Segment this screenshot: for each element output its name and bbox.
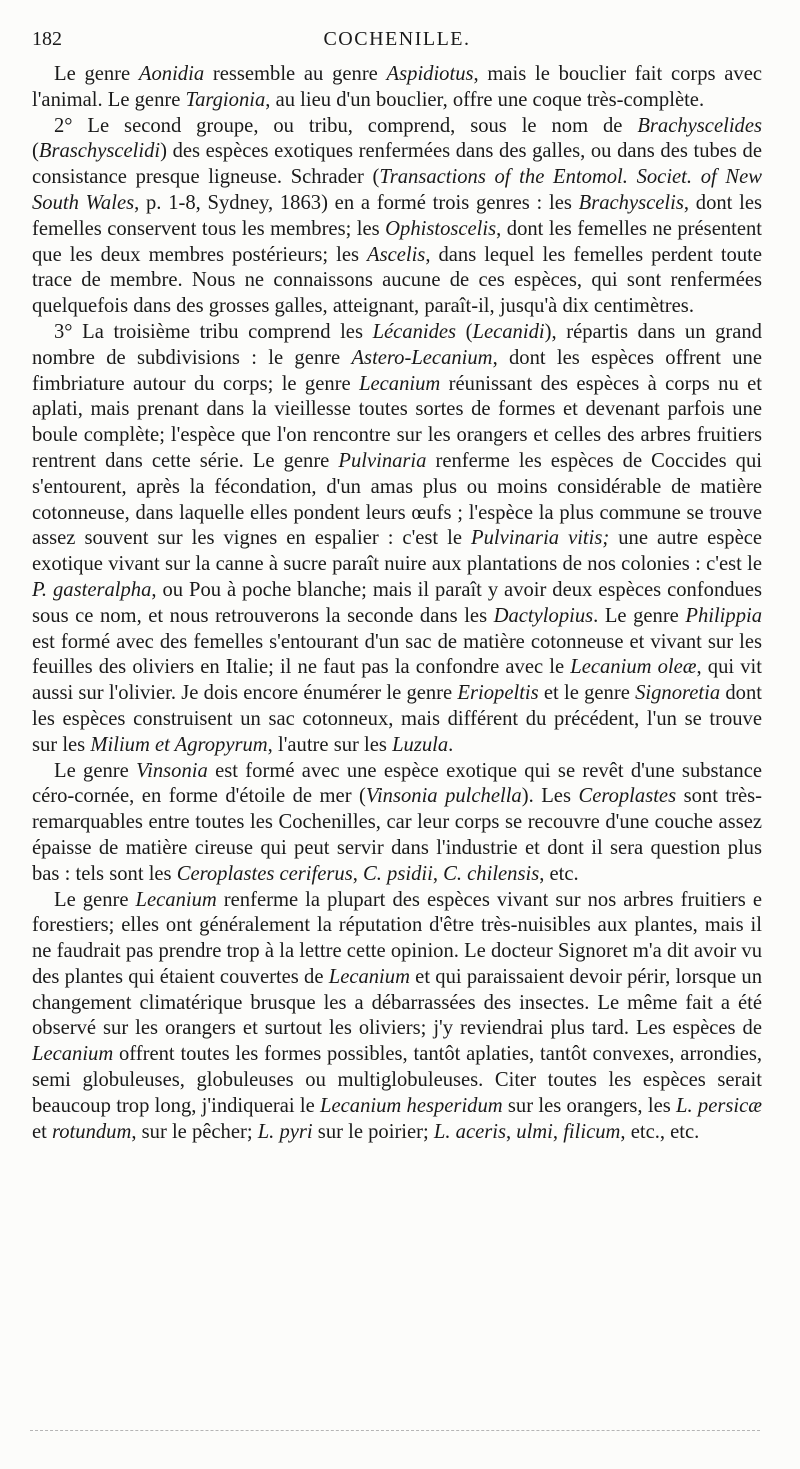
body-text: renferme les espèces de Coccides qui s'entourent, après la fécondation, d'un amas plus ou moins considérable de matière cotonneuse, dans laquelle elles pondent leurs œufs ; l'espèce la plus commune se trouve assez souvent sur les vignes en espalier : c'est le bbox=[32, 449, 762, 550]
body-text: offrent toutes les formes possibles, tantôt aplaties, tantôt convexes, arrondies, semi globuleuses, globuleuses ou multiglobuleuses. Citer toutes les espèces serait beaucoup trop long, j'indiquerai le bbox=[32, 1043, 762, 1117]
body-text: , etc. bbox=[539, 862, 579, 885]
italic-text: Vinsonia pulchella bbox=[365, 785, 522, 808]
italic-text: Lecanium oleæ bbox=[570, 656, 697, 679]
italic-text: Lecanium bbox=[32, 1043, 114, 1066]
body-text: , dans lequel les femelles perdent toute trace de membre. Nous ne connaissons aucune de ces espèces, qui sont renfermées quelquefois dans des grosses galles, atteignant, paraît-il, jusqu'à dix centimètres. bbox=[32, 243, 762, 318]
body-text: une autre espèce exotique vivant sur la canne à sucre paraît nuire aux plantations de nos colonies : c'est le bbox=[32, 527, 762, 576]
italic-text: Pulvinaria bbox=[338, 449, 427, 472]
body-text: et qui paraissaient devoir périr, lorsque un changement climatérique brusque les a débarrassées des insectes. Le même fait a été observé sur les orangers et surtout les oliviers; j'y reviendrai plus tard. Les espèces de bbox=[32, 965, 763, 1040]
body-text: réunissant des espèces à corps nu et aplati, mais prenant dans la vieillesse toutes sortes de formes et devenant parfois une boule complète; l'espèce que l'on rencontre sur les orangers et celles des arbres fruitiers rentrent dans cette série. Le genre bbox=[32, 372, 762, 472]
italic-text: Lecanium bbox=[328, 965, 410, 988]
body-text: sur le poirier; bbox=[312, 1120, 434, 1143]
italic-text: Ophistoscelis bbox=[385, 217, 497, 240]
body-text: , bbox=[505, 1120, 517, 1143]
italic-text: Lecanidi bbox=[472, 320, 545, 343]
italic-text: C. chilensis bbox=[443, 862, 540, 885]
italic-text: Lecanium hesperidum bbox=[320, 1094, 503, 1117]
body-text: , etc., etc. bbox=[620, 1120, 700, 1143]
italic-text: Aonidia bbox=[138, 63, 205, 85]
page-number: 182 bbox=[32, 28, 62, 50]
running-title: COCHENILLE. bbox=[323, 28, 471, 50]
italic-text: Eriopeltis bbox=[457, 682, 539, 705]
italic-text: L. aceris bbox=[433, 1120, 506, 1143]
body-text: ressemble au genre bbox=[204, 63, 387, 85]
body-text: , bbox=[552, 1120, 564, 1143]
body-text: , bbox=[432, 862, 444, 885]
body-text: . bbox=[448, 733, 454, 756]
italic-text: Vinsonia bbox=[136, 759, 208, 782]
body-text: et le genre bbox=[538, 682, 636, 705]
body-text: ( bbox=[456, 320, 473, 343]
paragraph bbox=[32, 114, 762, 320]
italic-text: Braschyscelidi bbox=[38, 140, 161, 163]
italic-text: Aspidiotus bbox=[386, 63, 474, 85]
footer-rule bbox=[30, 1430, 760, 1431]
italic-text: Lecanium bbox=[135, 888, 217, 911]
body-text: , l'autre sur les bbox=[267, 733, 393, 756]
body-text: est formé avec des femelles s'entourant d'un sac de matière cotonneuse et vivant sur les feuilles des oliviers en Italie; il ne faut pas la confondre avec le bbox=[32, 630, 762, 679]
body-text: est formé avec une espèce exotique qui se revêt d'une substance céro-cornée, en forme d'étoile de mer ( bbox=[32, 759, 762, 808]
body-text: dont les espèces construisent un sac cotonneux, mais différent du précédent, l'un se trouve sur les bbox=[32, 682, 762, 756]
italic-text: Brachyscelis bbox=[578, 191, 684, 214]
italic-text: Signoretia bbox=[635, 682, 721, 705]
italic-text: Luzula bbox=[392, 733, 449, 756]
italic-text: Milium et Agropyrum bbox=[90, 733, 268, 756]
body-text: Le genre bbox=[54, 888, 136, 911]
body-text: , p. 1-8, Sydney, 1863) en a formé trois genres : les bbox=[134, 191, 579, 214]
body-text: sur les orangers, les bbox=[502, 1094, 677, 1117]
paragraph bbox=[32, 62, 762, 114]
paragraph bbox=[32, 320, 762, 759]
body-text: ( bbox=[32, 140, 39, 163]
italic-text: Ascelis bbox=[366, 243, 426, 266]
body-text: , dont les femelles ne présentent que les deux membres postérieurs; les bbox=[32, 217, 763, 266]
page-header bbox=[32, 28, 762, 58]
paragraph bbox=[32, 759, 762, 888]
body-text: 2° Le second groupe, ou tribu, comprend, sous le nom de bbox=[54, 114, 638, 137]
italic-text: Targionia bbox=[185, 88, 266, 111]
body-text: sont très-remarquables entre toutes les Cochenilles, car leur corps se recouvre d'une couche assez épaisse de matière cireuse qui peut servir dans l'industrie et dont il sera question plus bas : tels sont les bbox=[32, 785, 762, 885]
italic-text: Lecanium bbox=[359, 372, 441, 395]
italic-text: L. persicæ bbox=[676, 1094, 762, 1117]
body-text: , dont les femelles conservent tous les membres; les bbox=[32, 191, 763, 240]
body-text: , bbox=[352, 862, 364, 885]
italic-text: Astero-Lecanium bbox=[351, 346, 493, 369]
italic-text: L. pyri bbox=[257, 1120, 313, 1143]
italic-text: Brachyscelides bbox=[637, 114, 762, 137]
italic-text: rotundum bbox=[52, 1120, 132, 1143]
italic-text: C. psidii bbox=[363, 862, 433, 885]
body-text: ), répartis dans un grand nombre de subdivisions : le genre bbox=[32, 320, 762, 369]
body-text: et bbox=[32, 1120, 53, 1143]
body-text: Le genre bbox=[54, 759, 137, 782]
italic-text: Dactylopius bbox=[493, 604, 594, 627]
body-text: 3° La troisième tribu comprend les bbox=[54, 320, 373, 343]
paragraph bbox=[32, 888, 762, 1146]
body-text: Le genre bbox=[54, 63, 139, 85]
body-text: , qui vit aussi sur l'olivier. Je dois encore énumérer le genre bbox=[32, 656, 762, 705]
body-text: renferme la plupart des espèces vivant sur nos arbres fruitiers e forestiers; elles ont généralement la réputation d'être très-nuisibles aux plantes, mais il ne faudrait pas prendre trop à la lettre cette opinion. Le docteur Signoret m'a dit avoir vu des plantes qui étaient couvertes de bbox=[32, 888, 762, 988]
page-body bbox=[32, 62, 762, 1145]
body-text: ). Les bbox=[521, 785, 579, 808]
italic-text: Pulvinaria vitis; bbox=[471, 527, 610, 550]
italic-text: filicum bbox=[563, 1120, 621, 1143]
italic-text: Lécanides bbox=[372, 320, 457, 343]
italic-text: Ceroplastes bbox=[578, 785, 677, 808]
body-text: , sur le pêcher; bbox=[131, 1120, 258, 1143]
body-text: ) des espèces exotiques renfermées dans des galles, ou dans des tubes de consistance presque ligneuse. Schrader ( bbox=[32, 140, 762, 189]
body-text: , mais le bouclier fait corps avec l'animal. Le genre bbox=[32, 63, 763, 111]
body-text: . Le genre bbox=[593, 604, 686, 627]
italic-text: Philippia bbox=[685, 604, 763, 627]
italic-text: ulmi bbox=[516, 1120, 553, 1143]
body-text: , dont les espèces offrent une fimbriature autour du corps; le genre bbox=[32, 346, 762, 395]
italic-text: Ceroplastes ceriferus bbox=[176, 862, 353, 885]
italic-text: P. gasteralpha bbox=[32, 578, 152, 601]
body-text: , au lieu d'un bouclier, offre une coque très-complète. bbox=[265, 88, 705, 111]
body-text: , ou Pou à poche blanche; mais il paraît y avoir deux espèces confondues sous ce nom, et nous retrouverons la seconde dans les bbox=[32, 578, 763, 627]
italic-text: Transactions of the Entomol. Societ. of New South Wales bbox=[32, 166, 762, 214]
